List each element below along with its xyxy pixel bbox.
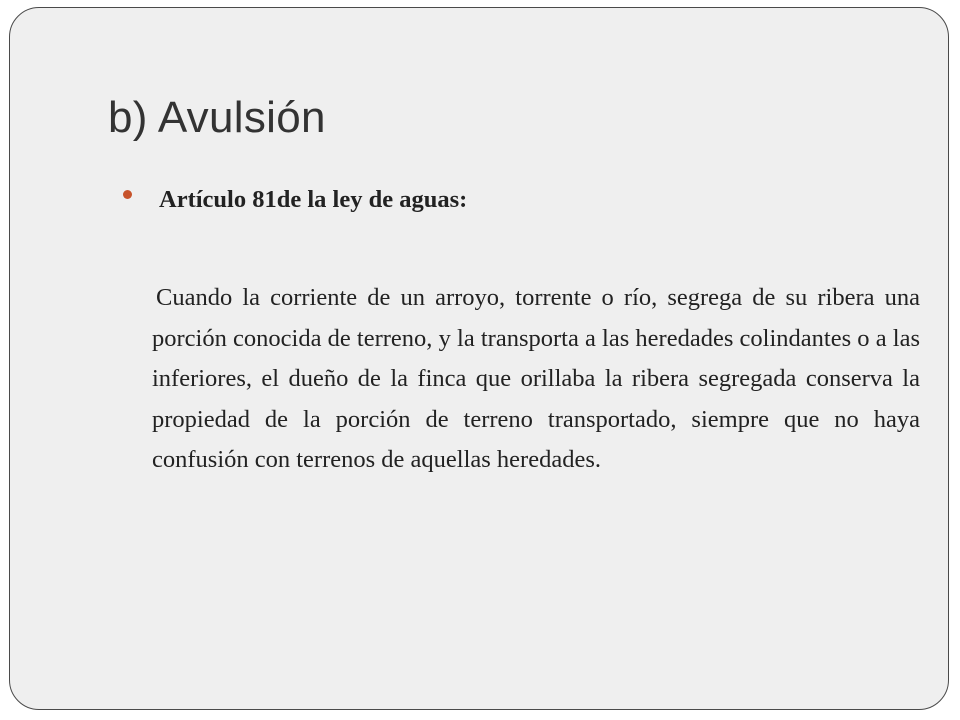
bullet-item	[118, 180, 918, 220]
slide-frame	[9, 7, 949, 710]
body-paragraph: Cuando la corriente de un arroyo, torrente o río, segrega de su ribera una porción conocida de terreno, y la transporta a las heredades colindantes o a las inferiores, el dueño de la finca que orillaba la ribera segregada conserva la propiedad de la porción de terreno transportado, siempre que no haya confusión con terrenos de aquellas heredades.	[152, 284, 920, 473]
bullet-dot-icon	[123, 190, 132, 199]
slide-title: b) Avulsión	[108, 93, 326, 142]
bullet-heading: Artículo 81de la ley de aguas:	[159, 186, 468, 213]
